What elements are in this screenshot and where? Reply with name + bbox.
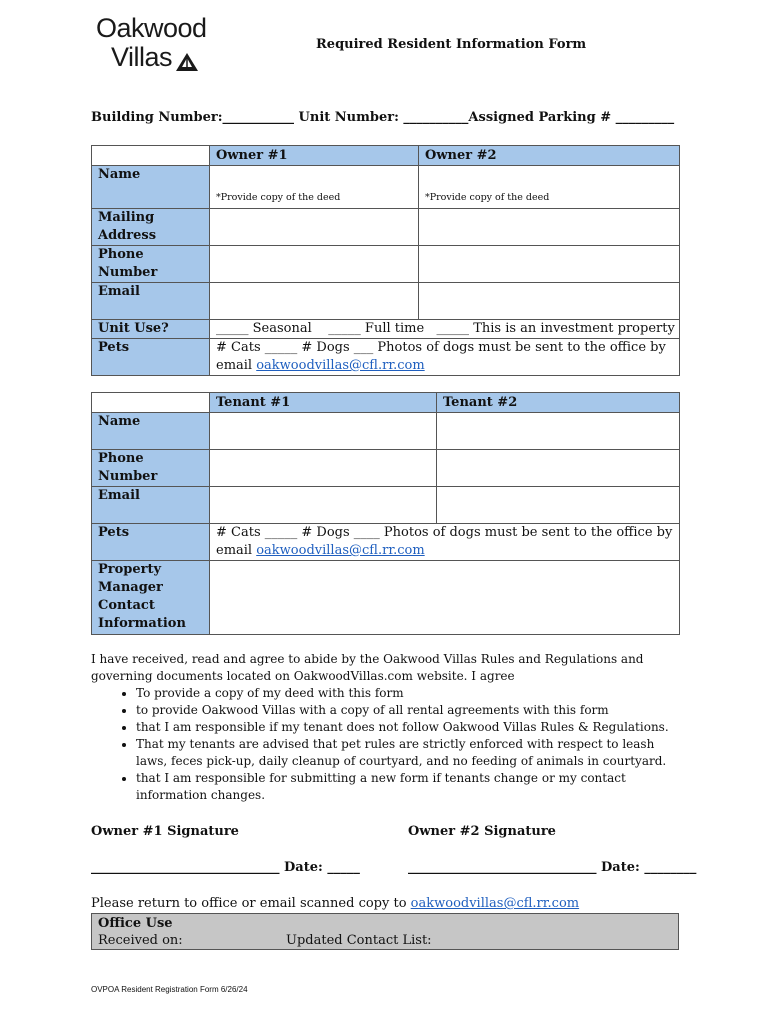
tenant-email-label: Email (92, 487, 210, 524)
owner-email-label: Email (92, 283, 210, 320)
tenant-pets-text: # Cats _____ # Dogs ____ Photos of dogs must be sent to the office by email (216, 525, 673, 558)
owner1-phone-field[interactable] (210, 246, 419, 283)
owner-pets-field[interactable] (210, 339, 680, 376)
tenant-pets-label: Pets (92, 524, 210, 561)
owner1-mailing-field[interactable] (210, 209, 419, 246)
tenant-pets-email-link[interactable]: oakwoodvillas@cfl.rr.com (256, 543, 425, 558)
property-manager-field[interactable] (210, 561, 680, 635)
mailing-address-label: Mailing Address (92, 209, 210, 246)
tenant1-email-field[interactable] (210, 487, 437, 524)
form-title: Required Resident Information Form (316, 37, 587, 52)
owner1-header: Owner #1 (210, 146, 419, 166)
unit-use-options[interactable]: _____ Seasonal _____ Full time _____ This is an investment property (210, 320, 680, 339)
owner1-signature-line[interactable]: _____________________________ Date: _____ (91, 860, 360, 875)
tenant-phone-label: Phone Number (92, 450, 210, 487)
owner2-name-field[interactable] (419, 166, 680, 209)
tenant2-name-field[interactable] (437, 413, 680, 450)
agreement-intro: I have received, read and agree to abide by the Oakwood Villas Rules and Regulations and governing documents located on OakwoodVillas.com website. I agree (91, 652, 644, 683)
office-use-title: Office Use (98, 916, 173, 931)
unit-use-label: Unit Use? (92, 320, 210, 339)
tenant2-header: Tenant #2 (437, 393, 680, 413)
agreement-item: • that I am responsible for submitting a new form if tenants change or my contact information changes. (136, 770, 686, 804)
agreement-item: • That my tenants are advised that pet rules are strictly enforced with respect to leash laws, feces pick-up, daily cleanup of courtyard, and no feeding of animals in courtyard. (136, 736, 686, 770)
tenant-table (91, 392, 680, 635)
owner-pets-email-link[interactable]: oakwoodvillas@cfl.rr.com (256, 358, 425, 373)
agreement-item: • To provide a copy of my deed with this form (136, 685, 686, 702)
tenant-name-label: Name (92, 413, 210, 450)
tenant1-phone-field[interactable] (210, 450, 437, 487)
owner-table (91, 145, 680, 376)
owner-header-blank (92, 146, 210, 166)
tenant2-phone-field[interactable] (437, 450, 680, 487)
owner-pets-label: Pets (92, 339, 210, 376)
owner2-email-field[interactable] (419, 283, 680, 320)
owner2-header: Owner #2 (419, 146, 680, 166)
property-manager-label: Property Manager Contact Information (92, 561, 210, 635)
footer-text: OVPOA Resident Registration Form 6/26/24 (91, 985, 248, 994)
owner1-email-field[interactable] (210, 283, 419, 320)
owner-name-label: Name (92, 166, 210, 209)
received-on-label: Received on: (98, 933, 183, 948)
owner1-name-field[interactable] (210, 166, 419, 209)
owner1-deed-note: *Provide copy of the deed (216, 192, 341, 203)
tenant2-email-field[interactable] (437, 487, 680, 524)
owner2-signature-label: Owner #2 Signature (408, 824, 556, 839)
agreement-item: • to provide Oakwood Villas with a copy of all rental agreements with this form (136, 702, 686, 719)
owner2-phone-field[interactable] (419, 246, 680, 283)
tenant1-name-field[interactable] (210, 413, 437, 450)
updated-contact-label: Updated Contact List: (286, 933, 432, 948)
return-instructions (91, 896, 579, 911)
tenant1-header: Tenant #1 (210, 393, 437, 413)
logo-line-1: Oakwood (96, 13, 207, 43)
return-email-link[interactable]: oakwoodvillas@cfl.rr.com (410, 896, 580, 911)
logo-line-2: Villas (111, 42, 173, 72)
owner2-mailing-field[interactable] (419, 209, 680, 246)
tenant-pets-field[interactable] (210, 524, 680, 561)
agreement-section (91, 651, 686, 804)
owner2-signature-line[interactable]: _____________________________ Date: ________ (408, 860, 697, 875)
office-use-box (91, 913, 679, 950)
logo-triangle-icon (175, 52, 199, 72)
building-unit-parking-fields[interactable]: Building Number:___________ Unit Number: __________Assigned Parking # _________ (91, 110, 675, 125)
agreement-item: • that I am responsible if my tenant does not follow Oakwood Villas Rules & Regulations. (136, 719, 686, 736)
owner1-signature-label: Owner #1 Signature (91, 824, 239, 839)
owner-pets-text: # Cats _____ # Dogs ___ Photos of dogs must be sent to the office by email (216, 340, 666, 373)
agreement-list (91, 685, 686, 804)
owner-phone-label: Phone Number (92, 246, 210, 283)
return-text: Please return to office or email scanned copy to (91, 896, 411, 911)
tenant-header-blank (92, 393, 210, 413)
owner2-deed-note: *Provide copy of the deed (425, 192, 550, 203)
